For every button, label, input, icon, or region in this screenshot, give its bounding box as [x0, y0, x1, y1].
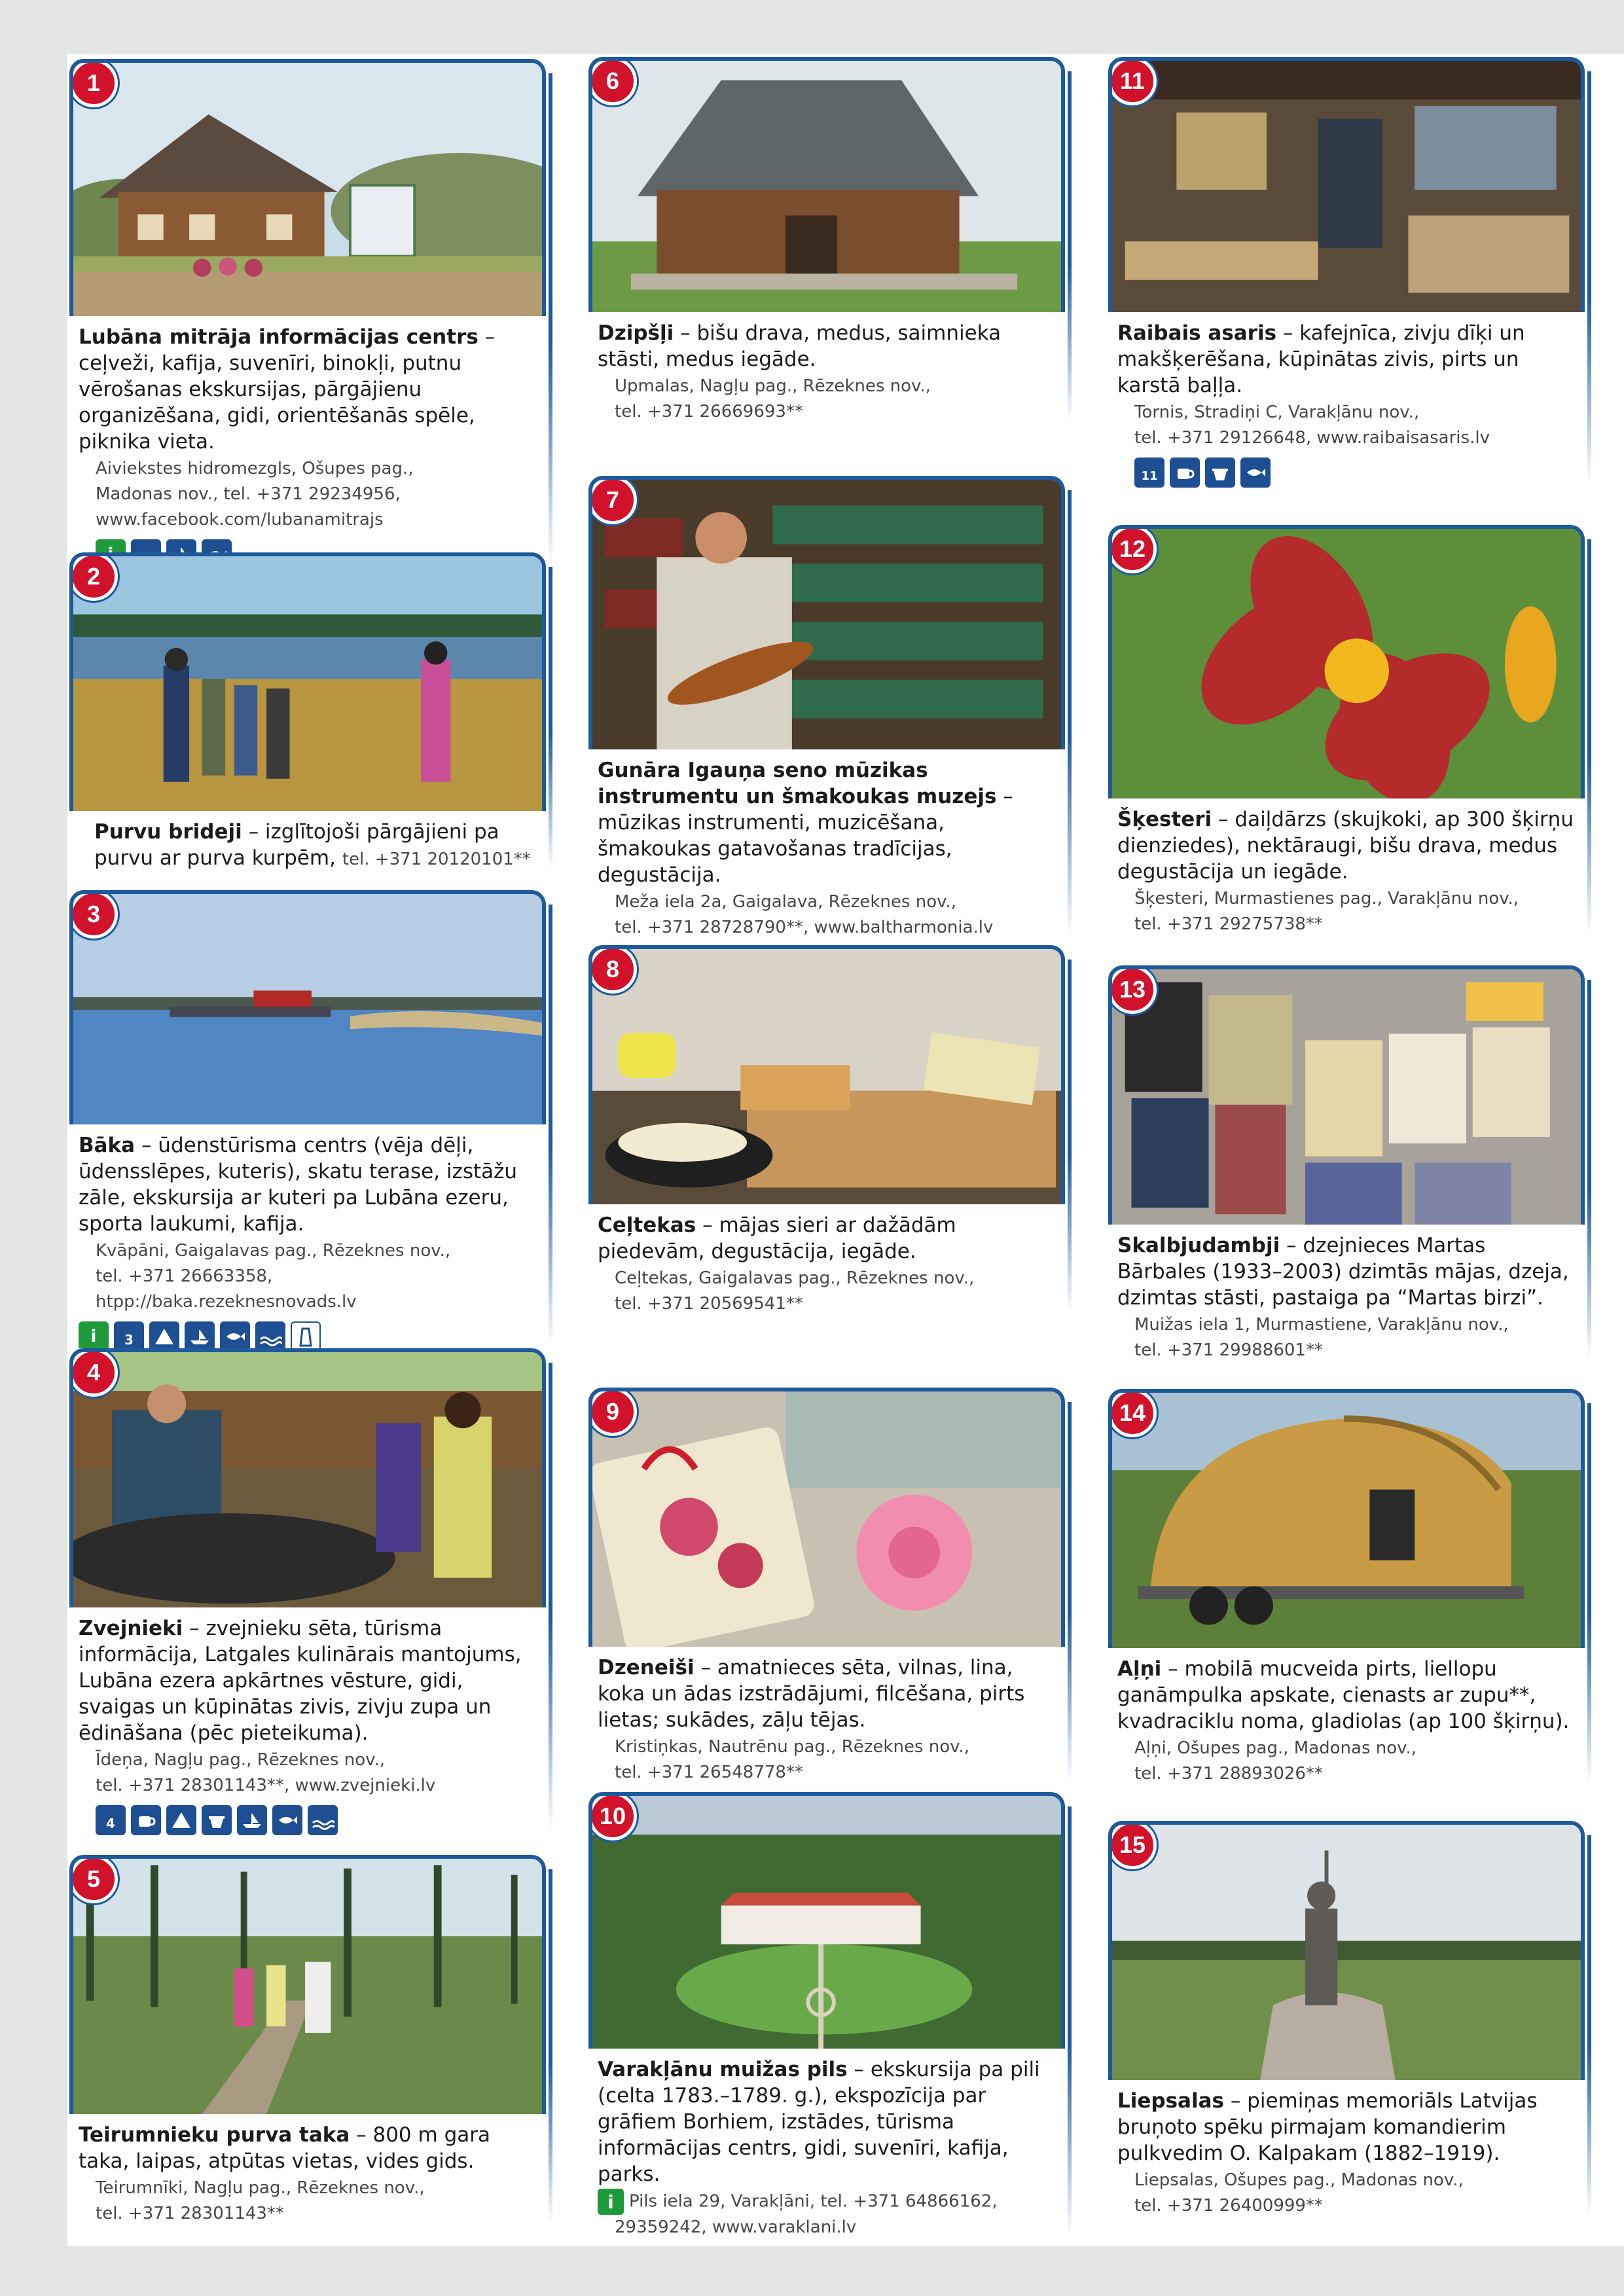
number-badge: 5 [69, 1855, 118, 1903]
attraction-name: Dzipšļi [598, 321, 674, 345]
number-badge: 10 [588, 1792, 637, 1840]
card-address: Kvāpāni, Gaigalavas pag., Rēzeknes nov., tel. +371 26663358, htpp://baka.rezeknesnovads.lv [69, 1237, 546, 1315]
card-address: Kristiņkas, Nautrēnu pag., Rēzeknes nov., tel. +371 26548778** [615, 1737, 970, 1782]
cafe-icon [131, 1805, 161, 1835]
photo-manor-aerial [588, 1792, 1065, 2049]
photo-cheeses [588, 945, 1065, 1204]
card-description: Liepsalas – piemiņas memoriāls Latvijas bruņoto spēku pirmajam komandierim pulkvedim O. Kalpakam (1882–1919). [1117, 2089, 1538, 2165]
number-badge: 8 [588, 945, 637, 994]
card-address: Šķesteri, Murmastienes pag., Varakļānu nov., tel. +371 29275738** [1134, 889, 1519, 934]
attraction-name: Šķesteri [1117, 808, 1212, 831]
card-description: Varakļānu muižas pils – ekskursija pa pili (celta 1783.–1789. g.), ekspozīcija par grāfiem Borhiem, izstādes, tūrisma informācijas centrs, gidi, suvenīri, kafija, parks. [598, 2058, 1040, 2186]
attraction-card-11 [1108, 57, 1585, 488]
lodging-icon: 4 [96, 1805, 126, 1835]
card-address: Īdeņa, Nagļu pag., Rēzeknes nov., tel. +371 28301143**, www.zvejnieki.lv [69, 1746, 546, 1799]
card-description: Dzeneiši – amatnieces sēta, vilnas, lina, koka un ādas izstrādājumi, filcēšana, pirts lietas; sukādes, zāļu tējas. [598, 1656, 1025, 1732]
camping-icon [166, 1805, 196, 1835]
cafe-icon [1170, 457, 1200, 488]
card-description: Šķesteri – daiļdārzs (skujkoki, ap 300 šķirņu dienziedes), nektāraugi, bišu drava, medus degustācija un iegāde. [1117, 808, 1574, 884]
photo-bog-trail [69, 1855, 546, 2114]
info-icon: i [598, 2189, 624, 2215]
attraction-card-14 [1108, 1389, 1585, 1787]
attraction-name: Dzeneiši [598, 1656, 695, 1679]
attraction-card-6 [588, 57, 1065, 425]
card-address: Muižas iela 1, Murmastiene, Varakļānu nov., tel. +371 29988601** [1134, 1315, 1509, 1360]
number-badge: 9 [588, 1388, 637, 1436]
service-icons [69, 1315, 546, 1352]
attraction-card-15 [1108, 1821, 1585, 2219]
photo-barrel-sauna [1108, 1389, 1585, 1648]
camping-icon [149, 1321, 179, 1352]
tower-icon [291, 1321, 321, 1352]
info-icon: i [79, 1321, 109, 1352]
card-address: Aļņi, Ošupes pag., Madonas nov., tel. +371 28893026** [1134, 1738, 1417, 1784]
website-link[interactable]: tel. +371 29126648, www.raibaisasaris.lv [1134, 428, 1490, 448]
card-address: Liepsalas, Ošupes pag., Madonas nov., tel. +371 26400999** [1134, 2170, 1464, 2215]
photo-music-museum [588, 476, 1065, 749]
lodging-icon: 11 [1134, 457, 1164, 488]
card-description: Lubāna mitrāja informācijas centrs – ceļveži, kafija, suvenīri, binokļi, putnu vērošanas ekskursijas, pārgājienu organizēšana, gidi, orientēšanās spēle, piknika vieta. [79, 325, 496, 454]
attraction-card-5 [69, 1855, 546, 2227]
attraction-name: Gunāra Igauņa seno mūzikas instrumentu un šmakoukas muzejs [598, 759, 997, 808]
attraction-name: Varakļānu muižas pils [598, 2058, 848, 2081]
card-description: Aļņi – mobilā mucveida pirts, liellopu ganāmpulka apskate, cienasts ar zupu**, kvadraciklu noma, gladiolas (ap 100 šķirņu). [1117, 1657, 1570, 1733]
attraction-card-9 [588, 1388, 1065, 1785]
card-description: Gunāra Igauņa seno mūzikas instrumentu un šmakoukas muzejs – mūzikas instrumenti, muzicēšana, šmakoukas gatavošanas tradīcijas, degustācija. [598, 759, 1013, 887]
card-description: Dzipšļi – bišu drava, medus, saimnieka stāsti, medus iegāde. [598, 321, 1001, 371]
number-badge: 7 [588, 476, 637, 524]
service-icons [1108, 451, 1585, 488]
number-badge: 11 [1108, 57, 1157, 105]
attraction-name: Skalbjudambji [1117, 1234, 1280, 1257]
grill-icon [1205, 457, 1235, 488]
photo-lighthouse [69, 890, 546, 1124]
attraction-name: Purvu brideji [94, 820, 242, 844]
website-link[interactable]: 29359242, www.varaklani.lv [615, 2217, 857, 2237]
lodging-icon: 3 [114, 1321, 144, 1352]
photo-bog-shoes [69, 552, 546, 811]
card-address: Upmalas, Nagļu pag., Rēzeknes nov., tel. +371 26669693** [615, 376, 931, 422]
attraction-card-8 [588, 945, 1065, 1317]
attraction-name: Aļņi [1117, 1657, 1162, 1681]
attraction-card-10 [588, 1792, 1065, 2240]
card-description: Purvu brideji – izglītojoši pārgājieni pa purvu ar purva kurpēm, tel. +371 20120101** [94, 820, 531, 870]
attraction-card-3 [69, 890, 546, 1352]
attraction-card-2 [69, 552, 546, 872]
number-badge: 14 [1108, 1389, 1157, 1437]
card-address: Aiviekstes hidromezgls, Ošupes pag., Madonas nov., tel. +371 29234956, www.facebook.com/lubanamitrajs [69, 455, 546, 533]
number-badge: 6 [588, 57, 637, 105]
card-address: i Pils iela 29, Varakļāni, tel. +371 64866162, 29359242, www.varaklani.lv [588, 2187, 1065, 2240]
attraction-card-4 [69, 1348, 546, 1835]
fishing-icon [1240, 457, 1271, 488]
number-badge: 1 [69, 59, 118, 107]
photo-decoupage-crafts [588, 1388, 1065, 1647]
boat-icon [185, 1321, 215, 1352]
photo-poetry-books [1108, 965, 1585, 1225]
attraction-name: Raibais asaris [1117, 321, 1277, 345]
fishing-icon [220, 1321, 250, 1352]
service-icons [69, 1799, 546, 1835]
card-address: Teirumnīki, Nagļu pag., Rēzeknes nov., tel. +371 28301143** [96, 2178, 425, 2223]
card-description: Raibais asaris – kafejnīca, zivju dīķi un makšķerēšana, kūpinātas zivis, pirts un karstā baļļa. [1117, 321, 1525, 397]
attraction-name: Zvejnieki [79, 1617, 183, 1640]
brochure-page [67, 54, 1624, 2246]
card-description: Zvejnieki – zvejnieku sēta, tūrisma informācija, Latgales kulinārais mantojums, Lubāna ezera apkārtnes vēsture, gidi, svaigas un kūpinātas zivis, zivju zupa un ēdināšana (pēc pieteikuma). [79, 1617, 522, 1745]
photo-daylily [1108, 525, 1585, 798]
website-link[interactable]: tel. +371 26663358, htpp://baka.rezeknesnovads.lv [96, 1266, 357, 1312]
boat-icon [237, 1805, 267, 1835]
attraction-card-1 [69, 59, 546, 569]
attraction-name: Lubāna mitrāja informācijas centrs [79, 325, 478, 349]
card-description: Teirumnieku purva taka – 800 m gara taka, laipas, atpūtas vietas, vides gids. [79, 2123, 490, 2173]
card-address: Ceļtekas, Gaigalavas pag., Rēzeknes nov., tel. +371 20569541** [615, 1268, 975, 1314]
number-badge: 2 [69, 552, 118, 601]
photo-fish-smoking [69, 1348, 546, 1607]
attraction-card-12 [1108, 525, 1585, 937]
swimming-icon [255, 1321, 285, 1352]
attraction-name: Liepsalas [1117, 2089, 1224, 2113]
card-description: Skalbjudambji – dzejnieces Martas Bārbales (1933–2003) dzimtās mājas, dzeja, dzimtas stāsti, pastaiga pa “Martas birzi”. [1117, 1234, 1569, 1310]
attraction-name: Teirumnieku purva taka [79, 2123, 350, 2147]
attraction-name: Bāka [79, 1134, 135, 1157]
swimming-icon [308, 1805, 338, 1835]
number-badge: 15 [1108, 1821, 1157, 1869]
grill-icon [202, 1805, 232, 1835]
card-description: Bāka – ūdenstūrisma centrs (vēja dēļi, ūdensslēpes, kuteris), skatu terase, izstāžu zāle, ekskursija ar kuteri pa Lubāna ezeru, sporta laukumi, kafija. [79, 1134, 518, 1236]
attraction-name: Ceļtekas [598, 1213, 696, 1237]
number-badge: 3 [69, 890, 118, 939]
photo-info-centre [69, 59, 546, 316]
website-link[interactable]: tel. +371 28301143**, www.zvejnieki.lv [96, 1776, 436, 1795]
photo-apiary-hut [588, 57, 1065, 312]
website-link[interactable]: tel. +371 28728790**, www.baltharmonia.lv [615, 918, 994, 937]
website-link[interactable]: www.facebook.com/lubanamitrajs [96, 510, 384, 529]
number-badge: 12 [1108, 525, 1157, 573]
attraction-card-13 [1108, 965, 1585, 1363]
card-address: Tornis, Stradiņi C, Varakļānu nov., tel. +371 29126648, www.raibaisasaris.lv [1108, 399, 1585, 451]
photo-cafe-interior [1108, 57, 1585, 312]
card-description: Ceļtekas – mājas sieri ar dažādām piedevām, degustācija, iegāde. [598, 1213, 956, 1263]
card-address: Meža iela 2a, Gaigalava, Rēzeknes nov., tel. +371 28728790**, www.baltharmonia.lv [588, 888, 1065, 941]
attraction-card-7 [588, 476, 1065, 941]
number-badge: 4 [69, 1348, 118, 1397]
number-badge: 13 [1108, 965, 1157, 1014]
fishing-icon [272, 1805, 302, 1835]
photo-memorial [1108, 1821, 1585, 2080]
